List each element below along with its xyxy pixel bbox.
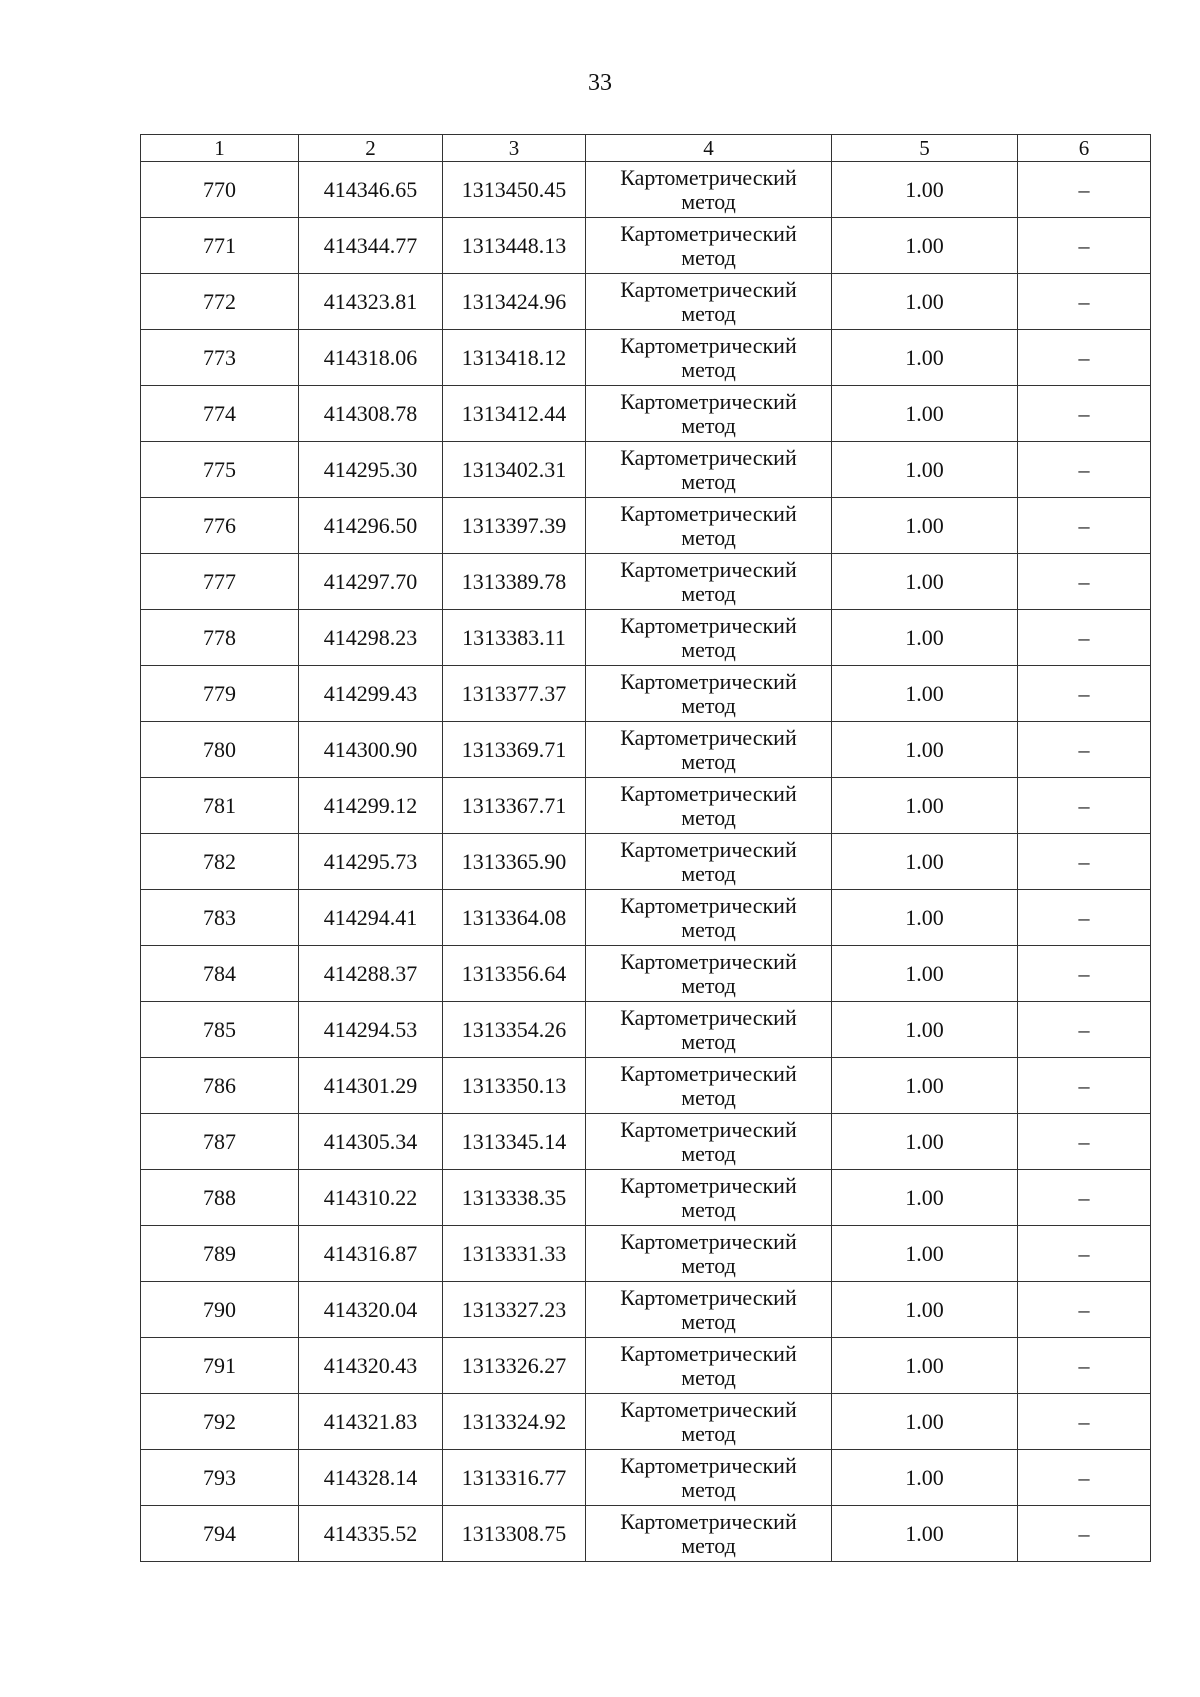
note-cell: – bbox=[1018, 1226, 1151, 1282]
method-cell bbox=[586, 1338, 832, 1394]
point-number-cell: 771 bbox=[141, 218, 299, 274]
accuracy-cell: 1.00 bbox=[832, 330, 1018, 386]
method-line-2: метод bbox=[681, 244, 736, 270]
method-cell bbox=[586, 554, 832, 610]
y-coordinate-cell: 1313364.08 bbox=[443, 890, 586, 946]
accuracy-cell: 1.00 bbox=[832, 946, 1018, 1002]
method-cell bbox=[586, 442, 832, 498]
note-cell: – bbox=[1018, 1170, 1151, 1226]
table-header-row bbox=[141, 135, 1151, 162]
table-row bbox=[141, 386, 1151, 442]
column-header-1: 1 bbox=[141, 135, 299, 162]
note-cell: – bbox=[1018, 218, 1151, 274]
method-line-2: метод bbox=[681, 356, 736, 382]
accuracy-cell: 1.00 bbox=[832, 610, 1018, 666]
table-row bbox=[141, 778, 1151, 834]
accuracy-cell: 1.00 bbox=[832, 834, 1018, 890]
method-line-1: Картометрический bbox=[620, 1228, 797, 1254]
method-cell bbox=[586, 946, 832, 1002]
accuracy-cell: 1.00 bbox=[832, 1394, 1018, 1450]
table-row bbox=[141, 1450, 1151, 1506]
method-line-2: метод bbox=[681, 468, 736, 494]
note-cell: – bbox=[1018, 946, 1151, 1002]
note-cell: – bbox=[1018, 330, 1151, 386]
accuracy-cell: 1.00 bbox=[832, 1114, 1018, 1170]
note-cell: – bbox=[1018, 1114, 1151, 1170]
y-coordinate-cell: 1313377.37 bbox=[443, 666, 586, 722]
column-header-2: 2 bbox=[299, 135, 443, 162]
accuracy-cell: 1.00 bbox=[832, 1506, 1018, 1562]
note-cell: – bbox=[1018, 274, 1151, 330]
accuracy-cell: 1.00 bbox=[832, 1058, 1018, 1114]
method-cell bbox=[586, 1002, 832, 1058]
x-coordinate-cell: 414346.65 bbox=[299, 162, 443, 218]
method-line-1: Картометрический bbox=[620, 276, 797, 302]
note-cell: – bbox=[1018, 1058, 1151, 1114]
table-row bbox=[141, 1506, 1151, 1562]
x-coordinate-cell: 414320.43 bbox=[299, 1338, 443, 1394]
note-cell: – bbox=[1018, 1282, 1151, 1338]
accuracy-cell: 1.00 bbox=[832, 1338, 1018, 1394]
method-line-2: метод bbox=[681, 580, 736, 606]
method-cell bbox=[586, 1394, 832, 1450]
column-header-5: 5 bbox=[832, 135, 1018, 162]
method-line-1: Картометрический bbox=[620, 444, 797, 470]
method-line-2: метод bbox=[681, 1532, 736, 1558]
method-line-1: Картометрический bbox=[620, 1452, 797, 1478]
y-coordinate-cell: 1313354.26 bbox=[443, 1002, 586, 1058]
table-row bbox=[141, 834, 1151, 890]
x-coordinate-cell: 414296.50 bbox=[299, 498, 443, 554]
method-line-2: метод bbox=[681, 1252, 736, 1278]
x-coordinate-cell: 414299.12 bbox=[299, 778, 443, 834]
y-coordinate-cell: 1313327.23 bbox=[443, 1282, 586, 1338]
method-line-1: Картометрический bbox=[620, 1060, 797, 1086]
method-cell bbox=[586, 666, 832, 722]
note-cell: – bbox=[1018, 1002, 1151, 1058]
method-line-2: метод bbox=[681, 1140, 736, 1166]
x-coordinate-cell: 414344.77 bbox=[299, 218, 443, 274]
note-cell: – bbox=[1018, 834, 1151, 890]
table-row bbox=[141, 946, 1151, 1002]
table-body bbox=[141, 162, 1151, 1562]
method-line-1: Картометрический bbox=[620, 724, 797, 750]
x-coordinate-cell: 414299.43 bbox=[299, 666, 443, 722]
note-cell: – bbox=[1018, 1506, 1151, 1562]
method-line-1: Картометрический bbox=[620, 836, 797, 862]
point-number-cell: 790 bbox=[141, 1282, 299, 1338]
method-line-1: Картометрический bbox=[620, 1172, 797, 1198]
accuracy-cell: 1.00 bbox=[832, 162, 1018, 218]
x-coordinate-cell: 414294.41 bbox=[299, 890, 443, 946]
method-cell bbox=[586, 1450, 832, 1506]
method-cell bbox=[586, 1282, 832, 1338]
accuracy-cell: 1.00 bbox=[832, 386, 1018, 442]
method-line-1: Картометрический bbox=[620, 1284, 797, 1310]
note-cell: – bbox=[1018, 1338, 1151, 1394]
y-coordinate-cell: 1313316.77 bbox=[443, 1450, 586, 1506]
accuracy-cell: 1.00 bbox=[832, 442, 1018, 498]
method-cell bbox=[586, 498, 832, 554]
y-coordinate-cell: 1313383.11 bbox=[443, 610, 586, 666]
method-cell bbox=[586, 778, 832, 834]
accuracy-cell: 1.00 bbox=[832, 1226, 1018, 1282]
point-number-cell: 786 bbox=[141, 1058, 299, 1114]
note-cell: – bbox=[1018, 610, 1151, 666]
point-number-cell: 784 bbox=[141, 946, 299, 1002]
x-coordinate-cell: 414301.29 bbox=[299, 1058, 443, 1114]
x-coordinate-cell: 414316.87 bbox=[299, 1226, 443, 1282]
table-row bbox=[141, 1394, 1151, 1450]
coordinates-table bbox=[140, 134, 1151, 1562]
point-number-cell: 794 bbox=[141, 1506, 299, 1562]
point-number-cell: 777 bbox=[141, 554, 299, 610]
y-coordinate-cell: 1313448.13 bbox=[443, 218, 586, 274]
x-coordinate-cell: 414335.52 bbox=[299, 1506, 443, 1562]
table-row bbox=[141, 554, 1151, 610]
table-row bbox=[141, 610, 1151, 666]
point-number-cell: 780 bbox=[141, 722, 299, 778]
x-coordinate-cell: 414297.70 bbox=[299, 554, 443, 610]
accuracy-cell: 1.00 bbox=[832, 274, 1018, 330]
method-line-1: Картометрический bbox=[620, 220, 797, 246]
method-line-1: Картометрический bbox=[620, 780, 797, 806]
point-number-cell: 774 bbox=[141, 386, 299, 442]
method-line-1: Картометрический bbox=[620, 1340, 797, 1366]
point-number-cell: 773 bbox=[141, 330, 299, 386]
accuracy-cell: 1.00 bbox=[832, 218, 1018, 274]
note-cell: – bbox=[1018, 386, 1151, 442]
method-line-1: Картометрический bbox=[620, 388, 797, 414]
method-line-1: Картометрический bbox=[620, 1004, 797, 1030]
method-line-2: метод bbox=[681, 1476, 736, 1502]
point-number-cell: 785 bbox=[141, 1002, 299, 1058]
note-cell: – bbox=[1018, 498, 1151, 554]
point-number-cell: 778 bbox=[141, 610, 299, 666]
x-coordinate-cell: 414308.78 bbox=[299, 386, 443, 442]
accuracy-cell: 1.00 bbox=[832, 498, 1018, 554]
method-cell bbox=[586, 834, 832, 890]
point-number-cell: 791 bbox=[141, 1338, 299, 1394]
x-coordinate-cell: 414288.37 bbox=[299, 946, 443, 1002]
note-cell: – bbox=[1018, 554, 1151, 610]
accuracy-cell: 1.00 bbox=[832, 778, 1018, 834]
y-coordinate-cell: 1313367.71 bbox=[443, 778, 586, 834]
accuracy-cell: 1.00 bbox=[832, 722, 1018, 778]
table-row bbox=[141, 1226, 1151, 1282]
y-coordinate-cell: 1313412.44 bbox=[443, 386, 586, 442]
x-coordinate-cell: 414294.53 bbox=[299, 1002, 443, 1058]
y-coordinate-cell: 1313356.64 bbox=[443, 946, 586, 1002]
table-row bbox=[141, 1170, 1151, 1226]
x-coordinate-cell: 414305.34 bbox=[299, 1114, 443, 1170]
method-cell bbox=[586, 1226, 832, 1282]
method-line-1: Картометрический bbox=[620, 668, 797, 694]
y-coordinate-cell: 1313424.96 bbox=[443, 274, 586, 330]
x-coordinate-cell: 414328.14 bbox=[299, 1450, 443, 1506]
method-cell bbox=[586, 1506, 832, 1562]
table-row bbox=[141, 1338, 1151, 1394]
note-cell: – bbox=[1018, 442, 1151, 498]
y-coordinate-cell: 1313308.75 bbox=[443, 1506, 586, 1562]
point-number-cell: 793 bbox=[141, 1450, 299, 1506]
note-cell: – bbox=[1018, 722, 1151, 778]
x-coordinate-cell: 414320.04 bbox=[299, 1282, 443, 1338]
table-row bbox=[141, 890, 1151, 946]
method-line-2: метод bbox=[681, 636, 736, 662]
x-coordinate-cell: 414318.06 bbox=[299, 330, 443, 386]
method-line-2: метод bbox=[681, 1084, 736, 1110]
y-coordinate-cell: 1313397.39 bbox=[443, 498, 586, 554]
note-cell: – bbox=[1018, 1394, 1151, 1450]
note-cell: – bbox=[1018, 162, 1151, 218]
point-number-cell: 792 bbox=[141, 1394, 299, 1450]
method-line-2: метод bbox=[681, 692, 736, 718]
point-number-cell: 783 bbox=[141, 890, 299, 946]
y-coordinate-cell: 1313402.31 bbox=[443, 442, 586, 498]
method-line-2: метод bbox=[681, 916, 736, 942]
y-coordinate-cell: 1313418.12 bbox=[443, 330, 586, 386]
method-cell bbox=[586, 386, 832, 442]
accuracy-cell: 1.00 bbox=[832, 1282, 1018, 1338]
method-line-2: метод bbox=[681, 1420, 736, 1446]
table-row bbox=[141, 330, 1151, 386]
table-row bbox=[141, 1282, 1151, 1338]
point-number-cell: 776 bbox=[141, 498, 299, 554]
point-number-cell: 788 bbox=[141, 1170, 299, 1226]
accuracy-cell: 1.00 bbox=[832, 1450, 1018, 1506]
y-coordinate-cell: 1313369.71 bbox=[443, 722, 586, 778]
y-coordinate-cell: 1313450.45 bbox=[443, 162, 586, 218]
note-cell: – bbox=[1018, 890, 1151, 946]
note-cell: – bbox=[1018, 778, 1151, 834]
x-coordinate-cell: 414300.90 bbox=[299, 722, 443, 778]
x-coordinate-cell: 414295.30 bbox=[299, 442, 443, 498]
y-coordinate-cell: 1313324.92 bbox=[443, 1394, 586, 1450]
method-line-1: Картометрический bbox=[620, 612, 797, 638]
y-coordinate-cell: 1313350.13 bbox=[443, 1058, 586, 1114]
method-line-2: метод bbox=[681, 300, 736, 326]
note-cell: – bbox=[1018, 1450, 1151, 1506]
y-coordinate-cell: 1313326.27 bbox=[443, 1338, 586, 1394]
point-number-cell: 781 bbox=[141, 778, 299, 834]
method-line-2: метод bbox=[681, 748, 736, 774]
table-row bbox=[141, 722, 1151, 778]
note-cell: – bbox=[1018, 666, 1151, 722]
point-number-cell: 772 bbox=[141, 274, 299, 330]
method-line-2: метод bbox=[681, 804, 736, 830]
method-cell bbox=[586, 890, 832, 946]
accuracy-cell: 1.00 bbox=[832, 554, 1018, 610]
table-row bbox=[141, 218, 1151, 274]
point-number-cell: 789 bbox=[141, 1226, 299, 1282]
column-header-6: 6 bbox=[1018, 135, 1151, 162]
method-line-2: метод bbox=[681, 972, 736, 998]
table-row bbox=[141, 274, 1151, 330]
y-coordinate-cell: 1313345.14 bbox=[443, 1114, 586, 1170]
point-number-cell: 775 bbox=[141, 442, 299, 498]
table-row bbox=[141, 666, 1151, 722]
column-header-4: 4 bbox=[586, 135, 832, 162]
table-row bbox=[141, 498, 1151, 554]
method-line-2: метод bbox=[681, 860, 736, 886]
y-coordinate-cell: 1313338.35 bbox=[443, 1170, 586, 1226]
page-number: 33 bbox=[588, 70, 612, 96]
y-coordinate-cell: 1313331.33 bbox=[443, 1226, 586, 1282]
method-line-1: Картометрический bbox=[620, 1116, 797, 1142]
method-cell bbox=[586, 722, 832, 778]
method-line-1: Картометрический bbox=[620, 892, 797, 918]
y-coordinate-cell: 1313389.78 bbox=[443, 554, 586, 610]
method-line-2: метод bbox=[681, 1196, 736, 1222]
method-line-1: Картометрический bbox=[620, 948, 797, 974]
accuracy-cell: 1.00 bbox=[832, 666, 1018, 722]
method-line-2: метод bbox=[681, 1308, 736, 1334]
table-row bbox=[141, 162, 1151, 218]
x-coordinate-cell: 414321.83 bbox=[299, 1394, 443, 1450]
method-line-2: метод bbox=[681, 524, 736, 550]
table-row bbox=[141, 1114, 1151, 1170]
method-line-1: Картометрический bbox=[620, 500, 797, 526]
method-line-2: метод bbox=[681, 1364, 736, 1390]
method-line-1: Картометрический bbox=[620, 164, 797, 190]
method-cell bbox=[586, 330, 832, 386]
method-line-2: метод bbox=[681, 412, 736, 438]
method-cell bbox=[586, 610, 832, 666]
table-row bbox=[141, 1002, 1151, 1058]
x-coordinate-cell: 414298.23 bbox=[299, 610, 443, 666]
accuracy-cell: 1.00 bbox=[832, 1170, 1018, 1226]
method-cell bbox=[586, 274, 832, 330]
method-line-1: Картометрический bbox=[620, 556, 797, 582]
method-line-2: метод bbox=[681, 188, 736, 214]
x-coordinate-cell: 414310.22 bbox=[299, 1170, 443, 1226]
point-number-cell: 770 bbox=[141, 162, 299, 218]
table-row bbox=[141, 1058, 1151, 1114]
table-row bbox=[141, 442, 1151, 498]
y-coordinate-cell: 1313365.90 bbox=[443, 834, 586, 890]
method-cell bbox=[586, 1058, 832, 1114]
accuracy-cell: 1.00 bbox=[832, 890, 1018, 946]
method-cell bbox=[586, 162, 832, 218]
method-line-2: метод bbox=[681, 1028, 736, 1054]
column-header-3: 3 bbox=[443, 135, 586, 162]
method-line-1: Картометрический bbox=[620, 1396, 797, 1422]
method-line-1: Картометрический bbox=[620, 1508, 797, 1534]
x-coordinate-cell: 414295.73 bbox=[299, 834, 443, 890]
method-cell bbox=[586, 1170, 832, 1226]
method-line-1: Картометрический bbox=[620, 332, 797, 358]
point-number-cell: 782 bbox=[141, 834, 299, 890]
method-cell bbox=[586, 1114, 832, 1170]
point-number-cell: 787 bbox=[141, 1114, 299, 1170]
x-coordinate-cell: 414323.81 bbox=[299, 274, 443, 330]
method-cell bbox=[586, 218, 832, 274]
accuracy-cell: 1.00 bbox=[832, 1002, 1018, 1058]
point-number-cell: 779 bbox=[141, 666, 299, 722]
